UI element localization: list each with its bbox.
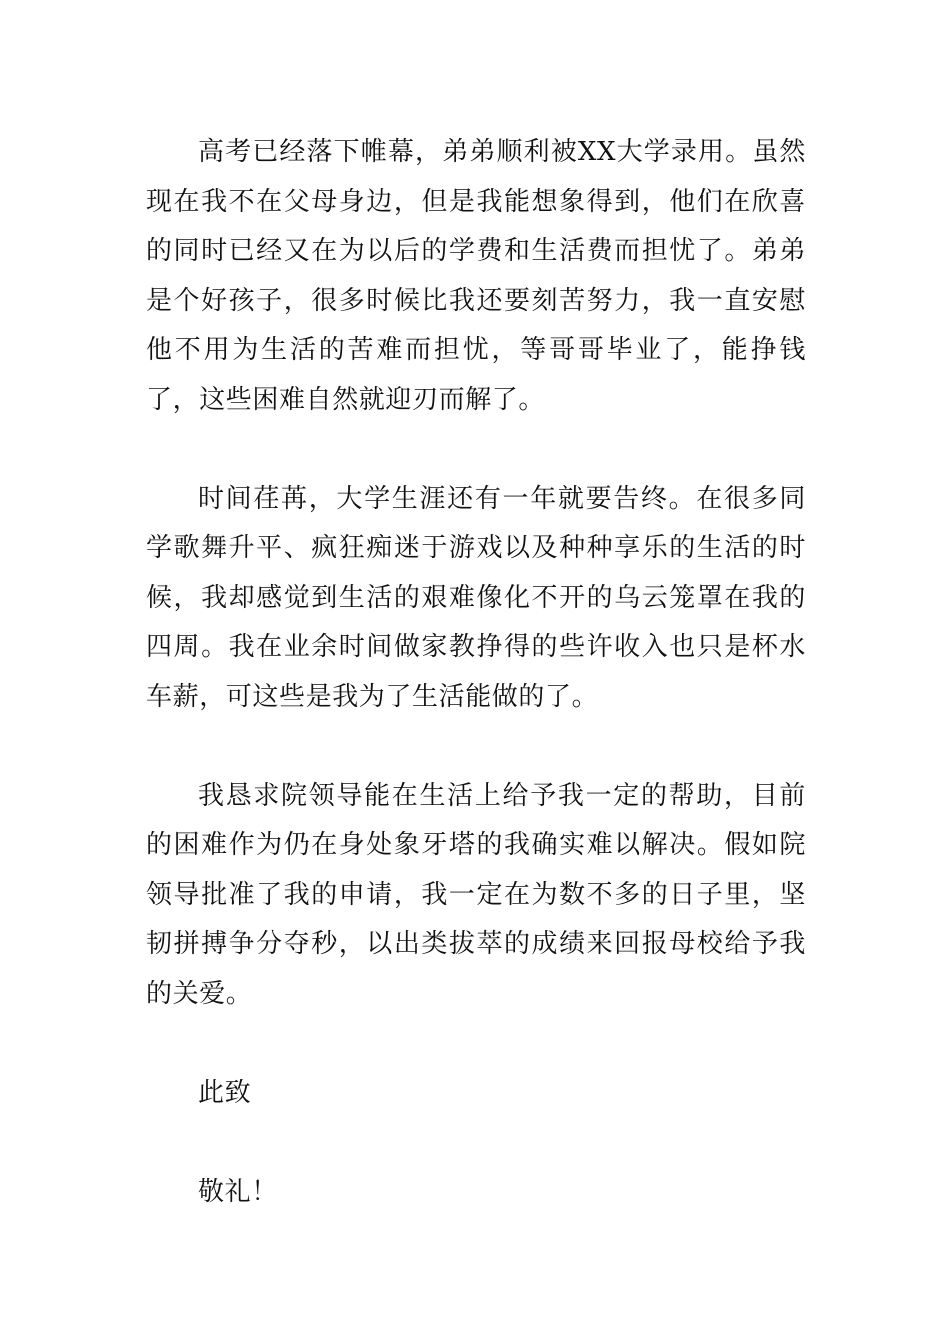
paragraph-2: 时间荏苒，大学生涯还有一年就要告终。在很多同学歌舞升平、疯狂痴迷于游戏以及种种享乐的生活的时候，我却感觉到生活的艰难像化不开的乌云笼罩在我的四周。我在业余时间做家教挣得的些许收入也只是杯水车薪，可这些是我为了生活能做的了。	[146, 483, 806, 712]
paragraph-3: 我恳求院领导能在生活上给予我一定的帮助，目前的困难作为仍在身处象牙塔的我确实难以解决。假如院领导批准了我的申请，我一定在为数不多的日子里，坚韧拼搏争分夺秒，以出类拔萃的成绩来回报母校给予我的关爱。	[146, 780, 806, 1009]
closing-salutation: 此致	[198, 1077, 252, 1108]
letter-body	[146, 128, 806, 1217]
closing-regards: 敬礼！	[198, 1176, 278, 1207]
paragraph-1: 高考已经落下帷幕，弟弟顺利被XX大学录用。虽然现在我不在父母身边，但是我能想象得到，他们在欣喜的同时已经又在为以后的学费和生活费而担忧了。弟弟是个好孩子，很多时候比我还要刻苦努力，我一直安慰他不用为生活的苦难而担忧，等哥哥毕业了，能挣钱了，这些困难自然就迎刃而解了。	[146, 137, 806, 415]
